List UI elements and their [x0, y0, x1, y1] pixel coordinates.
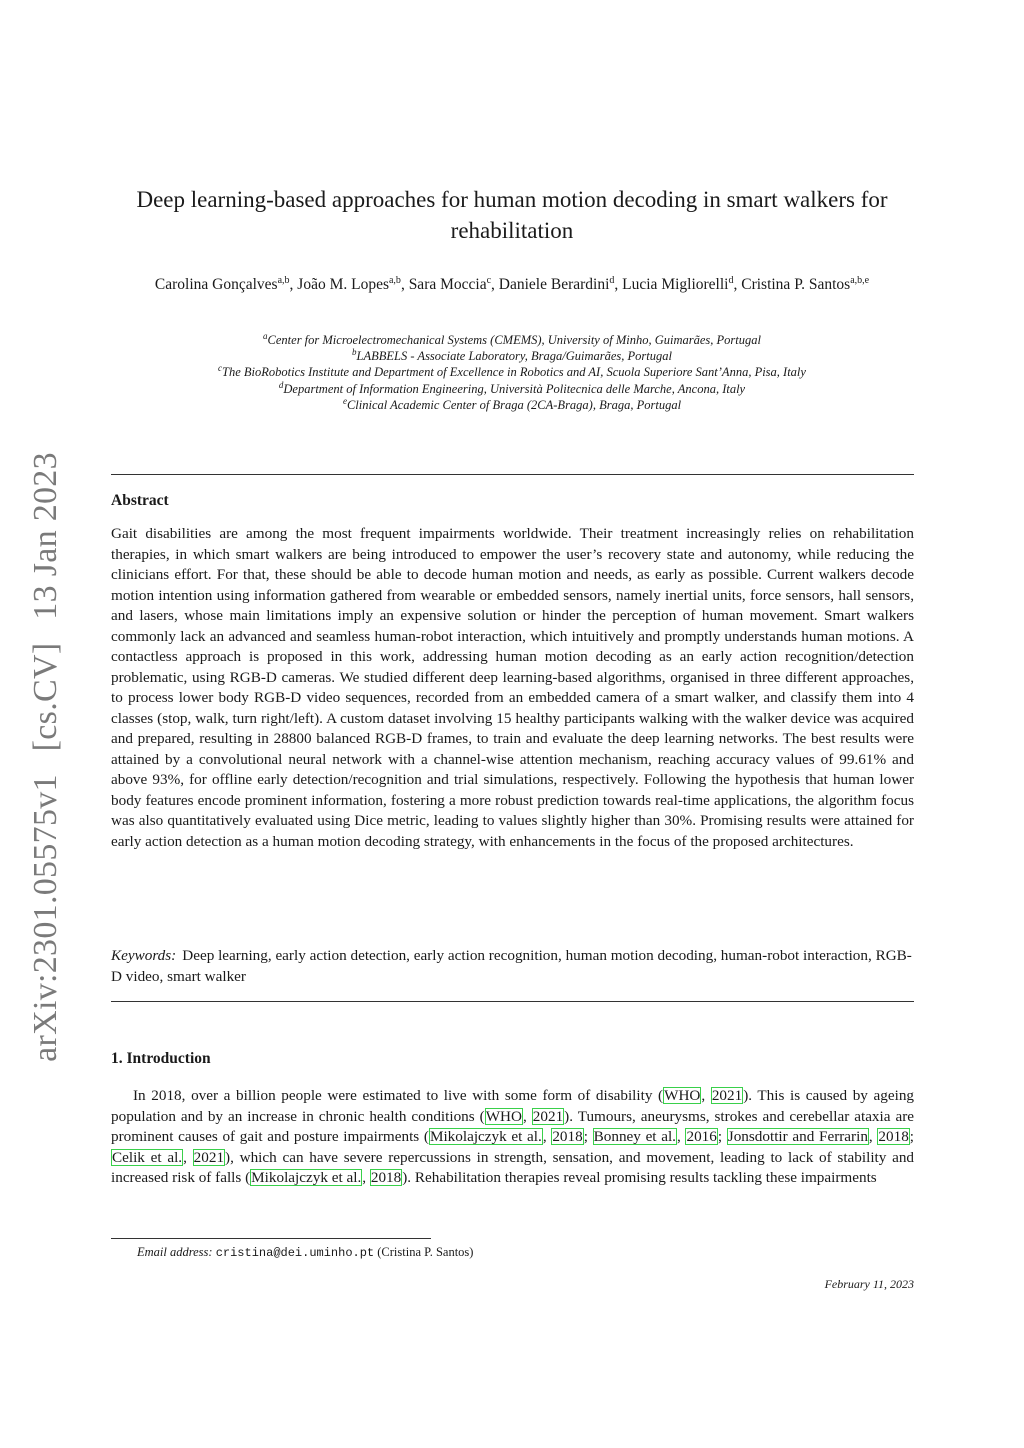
- author-separator: ,: [733, 276, 742, 293]
- arxiv-stamp: [27, 438, 65, 1062]
- footnote-owner: (Cristina P. Santos): [377, 1245, 474, 1259]
- arxiv-category: [cs.CV]: [27, 642, 64, 752]
- footnote-email-link[interactable]: cristina@dei.uminho.pt: [215, 1246, 375, 1260]
- arxiv-id: arXiv:2301.05575v1: [27, 774, 64, 1062]
- abstract-heading: Abstract: [111, 492, 169, 509]
- author-name: Sara Moccia: [408, 276, 487, 293]
- affiliation-text: Department of Information Engineering, Università Politecnica delle Marche, Ancona, Italy: [283, 381, 746, 396]
- author-affiliation-marks: d: [728, 275, 734, 286]
- author-separator: ,: [491, 276, 499, 293]
- citation-link[interactable]: Jonsdottir and Ferrarin: [727, 1128, 868, 1146]
- author-affiliation-marks: a,b: [277, 275, 290, 286]
- citation-link[interactable]: 2021: [532, 1107, 564, 1125]
- intro-text: ;: [909, 1128, 915, 1146]
- author-name: João M. Lopes: [297, 276, 389, 293]
- intro-text: ,: [868, 1128, 878, 1146]
- author: [297, 276, 401, 293]
- intro-text: ), which can have severe repercussions in strength, sensation, and movement, leading to lack of stability and increased risk of falls (: [111, 1148, 915, 1187]
- author-separator: ,: [289, 276, 298, 293]
- section-heading-introduction: 1. Introduction: [111, 1050, 211, 1067]
- footnote-label: Email address:: [137, 1245, 213, 1259]
- affiliation-text: LABBELS - Associate Laboratory, Braga/Guimarães, Portugal: [356, 349, 672, 364]
- affiliation-line: [100, 348, 924, 364]
- author: [155, 276, 290, 293]
- intro-text: ). Rehabilitation therapies reveal promising results tackling these impairments: [402, 1169, 877, 1187]
- intro-text: ). Tumours, aneurysms, strokes and cerebellar ataxia are prominent causes of gait and posture impairments (: [111, 1107, 914, 1146]
- intro-text: ,: [676, 1128, 686, 1146]
- affiliation-list: [100, 332, 924, 413]
- abstract-text: Gait disabilities are among the most frequent impairments worldwide. Their treatment increasingly relies on rehabilitation therapies, in which smart walkers are being introduced to empower the user’s recovery state and autonomy, while reducing the clinicians effort. For that, these should be able to decode human motion and needs, as early as possible. Current walkers decode motion intention using information gathered from wearable or embedded sensors, namely inertial units, force sensors, hall sensors, and lasers, whose main limitations imply an expensive solution or hinder the perception of human movement. Smart walkers commonly lack an advanced and seamless human-robot interaction, which intuitively and promptly understands human motions. A contactless approach is proposed in this work, addressing human motion decoding as an early action recognition/detection problematic, using RGB-D cameras. We studied different deep learning-based algorithms, organised in three different approaches, to process lower body RGB-D video sequences, recorded from an embedded camera of a smart walker, and classify them into 4 classes (stop, walk, turn right/left). A custom dataset involving 15 healthy participants walking with the walker device was acquired and prepared, resulting in 28800 balanced RGB-D frames, to train and evaluate the deep learning networks. The best results were attained by a convolutional neural network with a channel-wise attention mechanism, reaching accuracy values of 99.61% and above 93%, for offline early detection/recognition and trial simulations, respectively. Following the hypothesis that human lower body features encode prominent information, fostering a more robust prediction towards real-time applications, the algorithm focus was also quantitatively evaluated using Dice metric, leading to values slightly higher than 30%. Promising results were attained for early action detection as a human motion decoding strategy, with enhancements in the focus of the proposed architectures.: [111, 525, 914, 850]
- citation-link[interactable]: WHO: [485, 1107, 522, 1125]
- intro-text: ;: [717, 1128, 727, 1146]
- abstract-bottom-rule: [111, 1001, 914, 1002]
- affiliation-line: [100, 397, 924, 413]
- citation-link[interactable]: Mikolajczyk et al.: [429, 1128, 542, 1146]
- author-list: [100, 274, 924, 295]
- affiliation-mark: a: [263, 331, 268, 341]
- intro-text: ,: [183, 1148, 193, 1166]
- author: [622, 276, 733, 293]
- intro-text: In 2018, over a billion people were estimated to live with some form of disability (: [133, 1087, 664, 1104]
- abstract-top-rule: [111, 474, 914, 475]
- author: [499, 276, 615, 293]
- author-separator: ,: [614, 276, 623, 293]
- affiliation-mark: b: [352, 347, 357, 358]
- paper-title: Deep learning-based approaches for human motion decoding in smart walkers for rehabilitation: [136, 187, 888, 243]
- citation-link[interactable]: Celik et al.: [112, 1148, 183, 1166]
- keywords-label: Keywords:: [111, 947, 177, 964]
- author: [409, 276, 491, 293]
- intro-text: ). This is caused by ageing population and by an increase in chronic health conditions (: [111, 1087, 915, 1125]
- affiliation-line: [100, 381, 924, 397]
- author-affiliation-marks: a,b,e: [850, 275, 870, 286]
- citation-link[interactable]: 2018: [370, 1169, 402, 1187]
- author-name: Lucia Migliorelli: [622, 276, 729, 293]
- arxiv-date: 13 Jan 2023: [27, 452, 64, 620]
- intro-text: ,: [523, 1107, 532, 1125]
- citation-link[interactable]: Bonney et al.: [593, 1128, 676, 1146]
- citation-link[interactable]: 2021: [711, 1087, 743, 1104]
- citation-link[interactable]: 2016: [686, 1128, 717, 1146]
- citation-link[interactable]: 2018: [878, 1128, 909, 1146]
- intro-text: ;: [583, 1128, 593, 1146]
- keywords-text: Deep learning, early action detection, early action recognition, human motion decoding, human-robot interaction, RGB-D video, smart walker: [111, 947, 912, 985]
- citation-link[interactable]: 2021: [193, 1148, 225, 1166]
- author-name: Daniele Berardini: [498, 276, 610, 293]
- citation-link[interactable]: 2018: [552, 1128, 583, 1146]
- intro-text: ,: [362, 1169, 370, 1187]
- affiliation-mark: d: [278, 379, 284, 390]
- footnote: [137, 1245, 473, 1260]
- author-separator: ,: [400, 276, 409, 293]
- affiliation-mark: c: [218, 363, 223, 374]
- preprint-date: February 11, 2023: [824, 1277, 914, 1291]
- affiliation-line: [100, 364, 924, 380]
- keywords: [111, 946, 914, 987]
- affiliation-text: Center for Microelectromechanical Systems (CMEMS), University of Minho, Guimarães, Portugal: [267, 333, 761, 347]
- intro-text: ,: [701, 1087, 711, 1104]
- affiliation-mark: e: [342, 395, 347, 406]
- introduction-paragraph: [111, 1086, 914, 1189]
- citation-link[interactable]: WHO: [664, 1087, 701, 1104]
- affiliation-text: The BioRobotics Institute and Department of Excellence in Robotics and AI, Scuola Superiore Sant’Anna, Pisa, Italy: [222, 365, 806, 380]
- author-affiliation-marks: c: [486, 275, 492, 286]
- author-name: Cristina P. Santos: [741, 276, 851, 293]
- author-affiliation-marks: a,b: [388, 275, 401, 286]
- author: [741, 276, 869, 293]
- citation-link[interactable]: Mikolajczyk et al.: [251, 1169, 362, 1187]
- author-name: Carolina Gonçalves: [154, 276, 278, 293]
- affiliation-text: Clinical Academic Center of Braga (2CA-Braga), Braga, Portugal: [346, 397, 682, 412]
- author-affiliation-marks: d: [609, 275, 615, 286]
- affiliation-line: [100, 332, 924, 348]
- intro-text: ,: [542, 1128, 552, 1146]
- footnote-rule: [111, 1238, 431, 1239]
